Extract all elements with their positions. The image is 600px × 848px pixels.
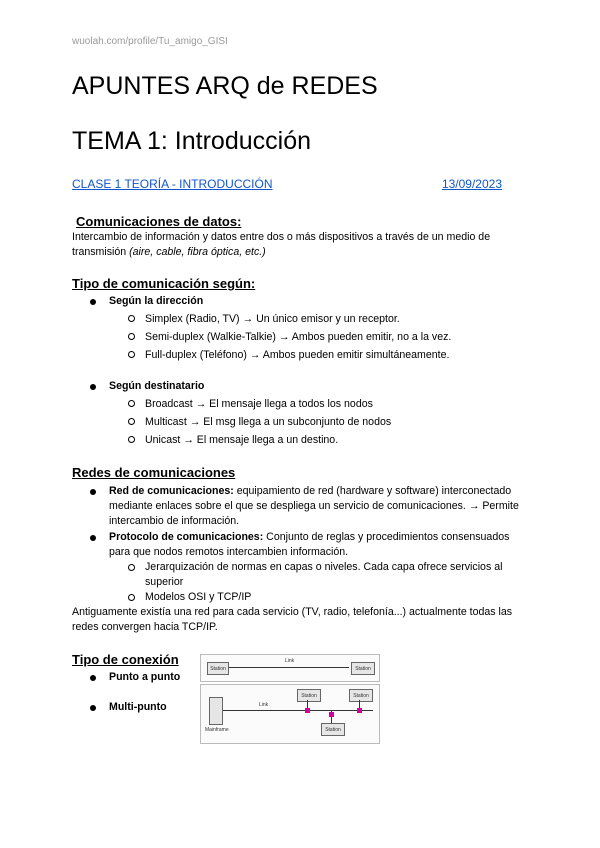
circle-bullet-icon xyxy=(128,594,135,601)
circle-bullet-icon xyxy=(128,418,135,425)
circle-bullet-icon xyxy=(128,315,135,322)
list-item: Semi-duplex (Walkie-Talkie) → Ambos pueden emitir, no a la vez. xyxy=(145,331,452,343)
station-2: Station xyxy=(349,689,373,702)
circle-bullet-icon xyxy=(128,400,135,407)
definition: equipamiento de red (hardware y software) interconectado mediante enlaces sobre el que se despliega un servicio de comunicaciones. → Permite intercambio de información. xyxy=(109,485,519,527)
class-label: CLASE 1 TEORÍA - INTRODUCCIÓN xyxy=(72,177,273,191)
circle-bullet-icon xyxy=(128,333,135,340)
bullet-icon xyxy=(90,489,96,495)
circle-bullet-icon xyxy=(128,436,135,443)
mainframe-label: Mainframe xyxy=(205,727,229,733)
section-heading-tipo-conexion: Tipo de conexión xyxy=(72,652,179,667)
term: Protocolo de comunicaciones: xyxy=(109,531,264,543)
bullet-red-comunicaciones xyxy=(109,484,529,529)
diagram-point-to-point xyxy=(200,654,380,682)
list-item: Multicast → El msg llega a un subconjunto de nodos xyxy=(145,416,392,428)
station-left: Station xyxy=(207,662,229,675)
diagram-multipoint xyxy=(200,684,380,744)
list-item: Broadcast → El mensaje llega a todos los nodos xyxy=(145,398,373,410)
section-heading-redes: Redes de comunicaciones xyxy=(72,465,236,480)
bus-line xyxy=(223,710,373,711)
section-heading-tipo-comunicacion: Tipo de comunicación según: xyxy=(72,276,256,291)
list-item: Unicast → El mensaje llega a un destino. xyxy=(145,434,339,446)
class-date: 13/09/2023 xyxy=(441,177,502,191)
station-3: Station xyxy=(321,723,345,736)
paragraph-comunicaciones xyxy=(72,230,528,260)
bullet-protocolo xyxy=(109,530,529,560)
paragraph-text: Intercambio de información y datos entre dos o más dispositivos a través de un medio de transmisión xyxy=(72,231,491,258)
circle-bullet-icon xyxy=(128,564,135,571)
class-header-link[interactable] xyxy=(72,177,502,191)
paragraph-examples: (aire, cable, fibra óptica, etc.) xyxy=(129,246,266,258)
tap-connector xyxy=(305,708,310,713)
connection-multipoint: Multi-punto xyxy=(109,701,167,713)
bullet-icon xyxy=(90,705,96,711)
group-destinatario: Según destinatario xyxy=(109,380,205,392)
bullet-icon xyxy=(90,299,96,305)
bullet-icon xyxy=(90,384,96,390)
tap-connector xyxy=(357,708,362,713)
list-item: Jerarquización de normas en capas o niveles. Cada capa ofrece servicios al superior xyxy=(145,561,503,588)
station-right: Station xyxy=(351,662,375,675)
list-item: Modelos OSI y TCP/IP xyxy=(145,591,252,603)
definition: Conjunto de reglas y procedimientos consensuados para que nodos remotos intercambien información. xyxy=(109,531,510,558)
list-item: Full-duplex (Teléfono) → Ambos pueden emitir simultáneamente. xyxy=(145,349,450,361)
station-1: Station xyxy=(297,689,321,702)
mainframe-icon xyxy=(209,697,223,725)
group-direccion: Según la dirección xyxy=(109,295,204,307)
section-heading-comunicaciones: Comunicaciones de datos: xyxy=(76,214,242,229)
circle-bullet-icon xyxy=(128,351,135,358)
term: Red de comunicaciones: xyxy=(109,485,234,497)
tema-title: TEMA 1: Introducción xyxy=(72,127,312,155)
list-item: Simplex (Radio, TV) → Un único emisor y un receptor. xyxy=(145,313,400,325)
bullet-icon xyxy=(90,535,96,541)
bullet-icon xyxy=(90,675,96,681)
source-url: wuolah.com/profile/Tu_amigo_GISI xyxy=(72,36,228,47)
tap-connector xyxy=(329,712,334,717)
link-line xyxy=(229,667,349,668)
document-title: APUNTES ARQ de REDES xyxy=(72,72,378,100)
link-label: Link xyxy=(285,658,295,664)
connection-point-to-point: Punto a punto xyxy=(109,671,181,683)
link-label: Link xyxy=(259,702,269,708)
paragraph-tcpip: Antiguamente existía una red para cada servicio (TV, radio, telefonía...) actualmente todas las redes convergen hacia TCP/IP. xyxy=(72,606,513,633)
